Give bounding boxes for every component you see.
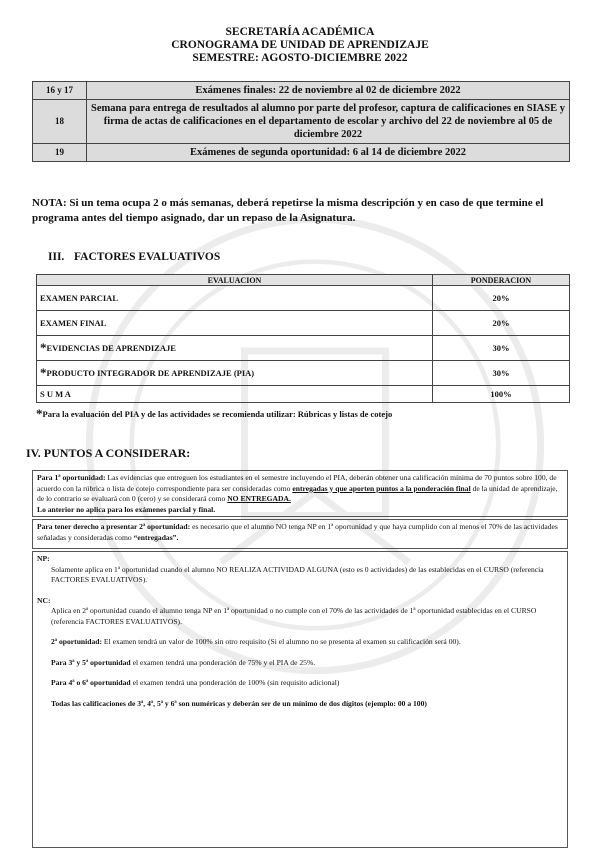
eval-label: S U M A xyxy=(37,386,433,403)
schedule-week: 18 xyxy=(33,100,87,144)
table-row xyxy=(37,311,570,336)
section3-title: FACTORES EVALUATIVOS xyxy=(74,251,221,263)
document-header xyxy=(0,0,600,65)
evaluation-table xyxy=(36,274,570,403)
schedule-text: Exámenes de segunda oportunidad: 6 al 14 de diciembre 2022 xyxy=(87,144,570,162)
nota-paragraph: NOTA: Si un tema ocupa 2 o más semanas, deberá repetirse la misma descripción y en caso de que termine el programa antes del tiempo asignado, dar un repaso de la Asignatura. xyxy=(32,197,544,224)
nc-text: Aplica en 2ª oportunidad cuando el alumno tenga NP en 1ª oportunidad o no cumple con el 70% de las actividades de 1ª oportunidad establecidas en el CURSO (referencia FACTORES EVALUATIVOS). xyxy=(51,606,537,626)
eval-value: 30% xyxy=(433,336,570,361)
col-ponderacion: PONDERACION xyxy=(433,275,570,286)
section4-heading: IV. PUNTOS A CONSIDERAR: xyxy=(26,446,191,460)
table-row xyxy=(37,336,570,361)
final-note: Todas las calificaciones de 3ª, 4ª, 5ª y 6ª son numéricas y deberán ser de un mínimo de dos dígitos (ejemplo: 00 a 100) xyxy=(51,698,427,708)
op2-text: 2ª oportunidad: El examen tendrá un valor de 100% sin otro requisito (Si el alumno no se presenta al examen su calificación será 00). xyxy=(51,637,461,646)
schedule-week: 19 xyxy=(33,144,87,162)
first-opportunity-box: Para 1ª oportunidad: Las evidencias que entreguen los estudiantes en el semestre incluyendo el PIA, deberán obtener una calificación mínima de 70 puntos sobre 100, de acuerdo con la rúbrica o lista de cotejo correspondiente para ser consideradas como entregadas y que aporten puntos a la ponderación final de la unidad de aprendizaje, de lo contrario se evaluará con 0 (cero) y se considerará como NO ENTREGADA. Lo anterior no aplica para los exámenes parcial y final. xyxy=(32,470,568,517)
eval-value: 20% xyxy=(433,286,570,311)
evaluation-header-row xyxy=(37,275,570,286)
header-line2: CRONOGRAMA DE UNIDAD DE APRENDIZAJE xyxy=(171,39,429,51)
header-line1: SECRETARÍA ACADÉMICA xyxy=(225,26,375,38)
schedule-week: 16 y 17 xyxy=(33,82,87,100)
nc-title: NC: xyxy=(37,595,51,605)
section3-number: III. xyxy=(48,251,65,263)
schedule-text: Exámenes finales: 22 de noviembre al 02 de diciembre 2022 xyxy=(87,82,570,100)
schedule-text: Semana para entrega de resultados al alumno por parte del profesor, captura de calificaciones en SIASE y firma de actas de calificaciones en el departamento de escolar y archivo del 22 de noviembre al 05 de diciembre 2022 xyxy=(87,100,570,144)
np-title: NP: xyxy=(37,554,50,563)
op46-text: Para 4ª o 6ª oportunidad el examen tendrá una ponderación de 100% (sin requisito adicional) xyxy=(51,678,340,687)
eval-value: 100% xyxy=(433,386,570,403)
schedule-row xyxy=(33,100,570,144)
np-nc-box xyxy=(32,551,568,848)
eval-label: EXAMEN FINAL xyxy=(37,311,433,336)
evaluation-note: *Para la evaluación del PIA y de las actividades se recomienda utilizar: Rúbricas y listas de cotejo xyxy=(36,406,393,421)
eval-value: 30% xyxy=(433,361,570,386)
section3-heading xyxy=(48,251,220,263)
op35-text: Para 3ª y 5ª oportunidad el examen tendrá una ponderación de 75% y el PIA de 25%. xyxy=(51,657,316,667)
np-text: Solamente aplica en 1ª oportunidad cuando el alumno NO REALIZA ACTIVIDAD ALGUNA (esto es 0 actividades) de las establecidas en el CURSO (referencia FACTORES EVALUATIVOS). xyxy=(51,564,544,584)
schedule-row xyxy=(33,82,570,100)
header-line3: SEMESTRE: AGOSTO-DICIEMBRE 2022 xyxy=(192,52,408,64)
eval-label: *PRODUCTO INTEGRADOR DE APRENDIZAJE (PIA) xyxy=(37,361,433,386)
eval-value: 20% xyxy=(433,311,570,336)
eval-label: *EVIDENCIAS DE APRENDIZAJE xyxy=(37,336,433,361)
table-row xyxy=(37,361,570,386)
table-row xyxy=(37,286,570,311)
table-row xyxy=(37,386,570,403)
col-evaluacion: EVALUACION xyxy=(37,275,433,286)
schedule-row xyxy=(33,144,570,162)
schedule-table xyxy=(32,81,570,162)
second-opportunity-box: Para tener derecho a presentar 2ª oportunidad: es necesario que el alumno NO tenga NP en 1ª oportunidad y que haya cumplido con al menos el 70% de las actividades señaladas y consideradas como “entregadas”. xyxy=(32,519,568,549)
eval-label: EXAMEN PARCIAL xyxy=(37,286,433,311)
